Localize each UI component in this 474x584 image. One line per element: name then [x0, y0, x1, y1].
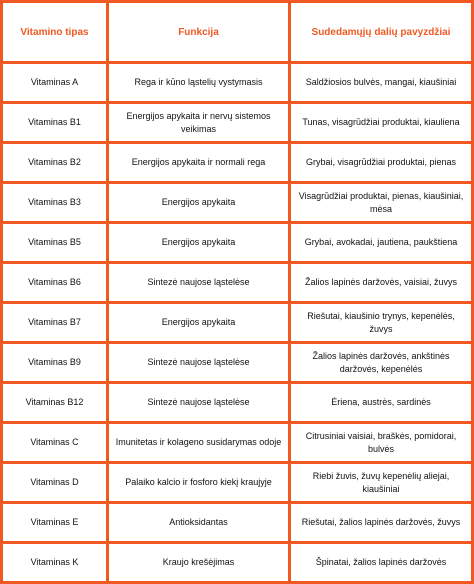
- function-cell: Palaiko kalcio ir fosforo kiekį kraujyje: [109, 464, 291, 504]
- examples-cell: Ėriena, austrės, sardinės: [291, 384, 474, 424]
- vitamin-name-cell: Vitaminas D: [0, 464, 109, 504]
- examples-cell: Tunas, visagrūdžiai produktai, kiauliena: [291, 104, 474, 144]
- header-function: Funkcija: [109, 0, 291, 64]
- vitamin-name-cell: Vitaminas B7: [0, 304, 109, 344]
- examples-cell: Riebi žuvis, žuvų kepenėlių aliejai, kiaušiniai: [291, 464, 474, 504]
- table-row: [0, 264, 474, 304]
- function-cell: Sintezė naujose ląstelėse: [109, 384, 291, 424]
- vitamin-name-cell: Vitaminas B3: [0, 184, 109, 224]
- function-cell: Regа ir kūno ląstelių vystymasis: [109, 64, 291, 104]
- vitamin-name-cell: Vitaminas K: [0, 544, 109, 584]
- function-cell: Imunitetas ir kolageno susidarymas odoje: [109, 424, 291, 464]
- table-row: [0, 544, 474, 584]
- function-cell: Energijos apykaita ir nervų sistemos veikimas: [109, 104, 291, 144]
- examples-cell: Citrusiniai vaisiai, braškės, pomidorai, bulvės: [291, 424, 474, 464]
- function-cell: Sintezė naujose ląstelėse: [109, 264, 291, 304]
- examples-cell: Špinatai, žalios lapinės daržovės: [291, 544, 474, 584]
- vitamin-name-cell: Vitaminas B2: [0, 144, 109, 184]
- header-ingredient-examples: Sudedamųjų dalių pavyzdžiai: [291, 0, 474, 64]
- examples-cell: Grybai, avokadai, jautiena, paukštiena: [291, 224, 474, 264]
- examples-cell: Žalios lapinės daržovės, vaisiai, žuvys: [291, 264, 474, 304]
- function-cell: Energijos apykaita: [109, 224, 291, 264]
- vitamin-name-cell: Vitaminas B1: [0, 104, 109, 144]
- table-row: [0, 424, 474, 464]
- examples-cell: Riešutai, žalios lapinės daržovės, žuvys: [291, 504, 474, 544]
- table-row: [0, 384, 474, 424]
- vitamin-name-cell: Vitaminas E: [0, 504, 109, 544]
- examples-cell: Žalios lapinės daržovės, ankštinės daržovės, kepenėlės: [291, 344, 474, 384]
- table-header-row: [0, 0, 474, 64]
- function-cell: Energijos apykaita: [109, 184, 291, 224]
- table-row: [0, 304, 474, 344]
- examples-cell: Riešutai, kiaušinio trynys, kepenėlės, žuvys: [291, 304, 474, 344]
- vitamin-name-cell: Vitaminas A: [0, 64, 109, 104]
- function-cell: Antioksidantas: [109, 504, 291, 544]
- function-cell: Energijos apykaita ir normali rega: [109, 144, 291, 184]
- vitamin-name-cell: Vitaminas B6: [0, 264, 109, 304]
- table-row: [0, 64, 474, 104]
- examples-cell: Saldžiosios bulvės, mangai, kiaušiniai: [291, 64, 474, 104]
- function-cell: Kraujo krešėjimas: [109, 544, 291, 584]
- vitamin-name-cell: Vitaminas B5: [0, 224, 109, 264]
- table-row: [0, 104, 474, 144]
- table-row: [0, 504, 474, 544]
- vitamin-name-cell: Vitaminas B9: [0, 344, 109, 384]
- table-row: [0, 344, 474, 384]
- examples-cell: Grybai, visagrūdžiai produktai, pienas: [291, 144, 474, 184]
- table-row: [0, 184, 474, 224]
- header-vitamin-type: Vitamino tipas: [0, 0, 109, 64]
- vitamin-name-cell: Vitaminas B12: [0, 384, 109, 424]
- function-cell: Energijos apykaita: [109, 304, 291, 344]
- function-cell: Sintezė naujose ląstelėse: [109, 344, 291, 384]
- table-row: [0, 464, 474, 504]
- table-row: [0, 224, 474, 264]
- vitamin-name-cell: Vitaminas C: [0, 424, 109, 464]
- table-row: [0, 144, 474, 184]
- examples-cell: Visagrūdžiai produktai, pienas, kiaušiniai, mėsa: [291, 184, 474, 224]
